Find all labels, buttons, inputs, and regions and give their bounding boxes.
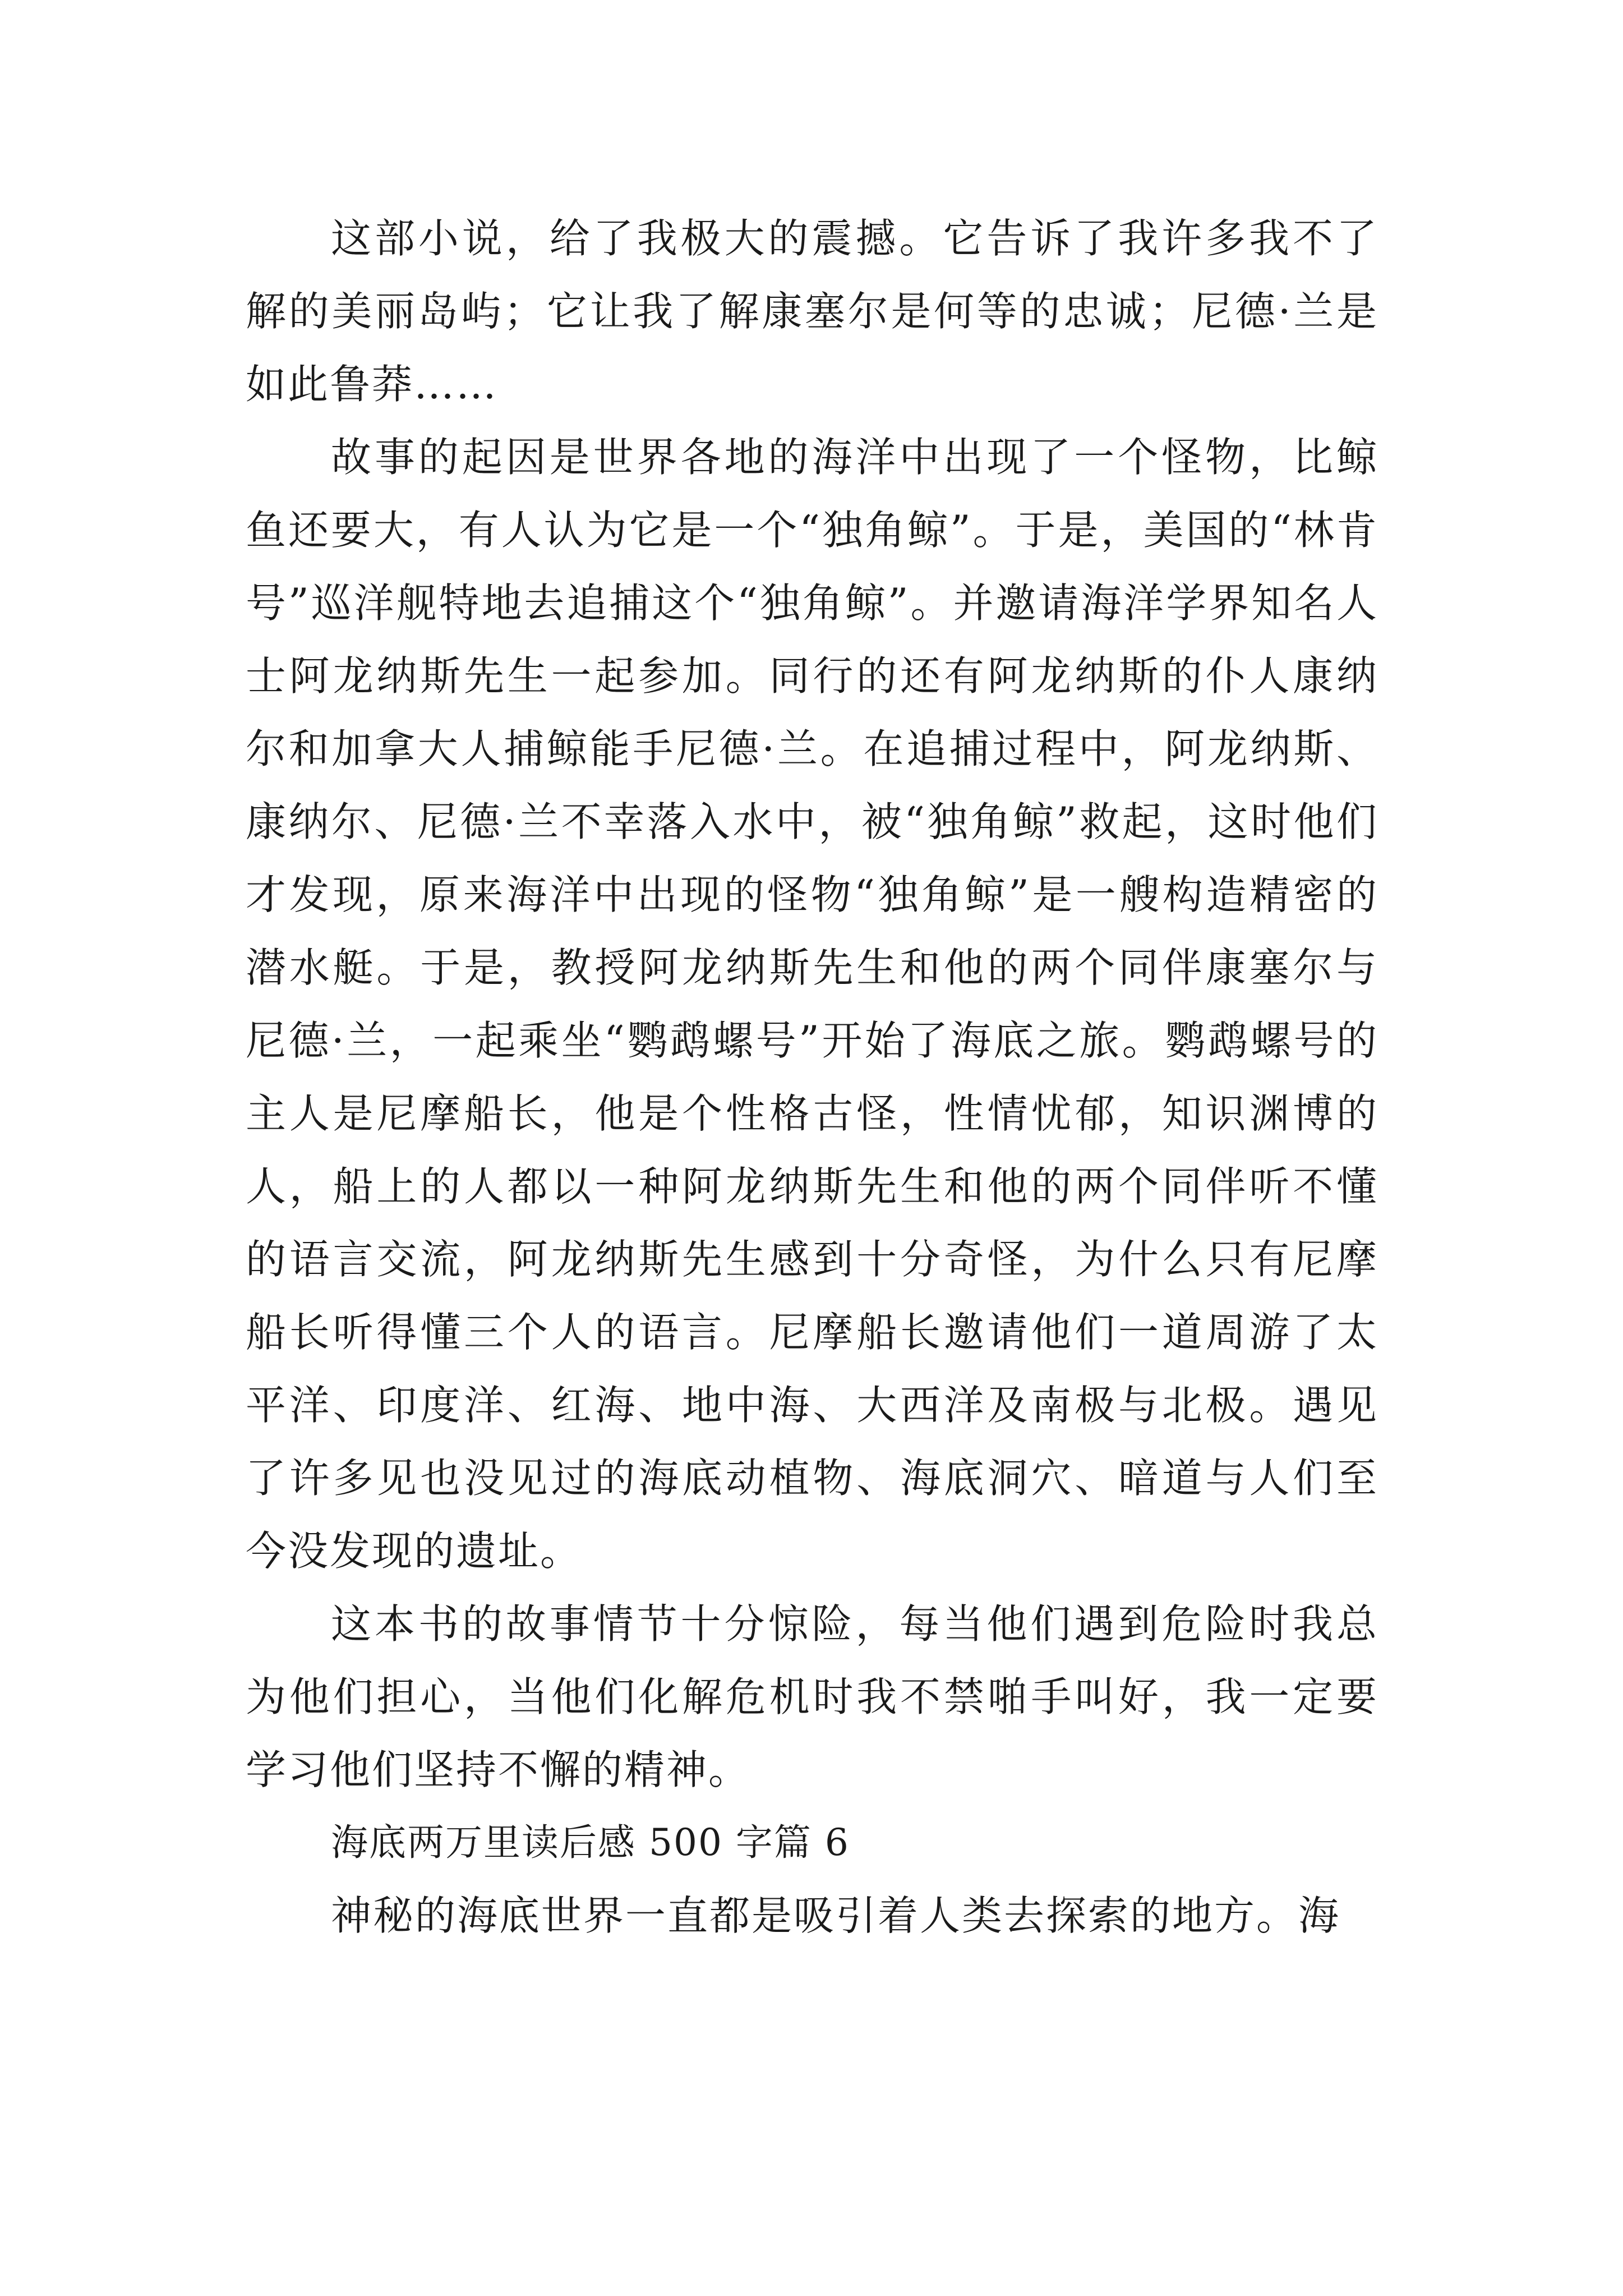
- document-body: [246, 202, 1378, 1952]
- paragraph-story-summary: 故事的起因是世界各地的海洋中出现了一个怪物，比鲸鱼还要大，有人认为它是一个“独角鲸”。于是，美国的“林肯号”巡洋舰特地去追捕这个“独角鲸”。并邀请海洋学界知名人士阿龙纳斯先生一起参加。同行的还有阿龙纳斯的仆人康纳尔和加拿大人捕鲸能手尼德·兰。在追捕过程中，阿龙纳斯、康纳尔、尼德·兰不幸落入水中，被“独角鲸”救起，这时他们才发现，原来海洋中出现的怪物“独角鲸”是一艘构造精密的潜水艇。于是，教授阿龙纳斯先生和他的两个同伴康塞尔与尼德·兰，一起乘坐“鹦鹉螺号”开始了海底之旅。鹦鹉螺号的主人是尼摩船长，他是个性格古怪，性情忧郁，知识渊博的人，船上的人都以一种阿龙纳斯先生和他的两个同伴听不懂的语言交流，阿龙纳斯先生感到十分奇怪，为什么只有尼摩船长听得懂三个人的语言。尼摩船长邀请他们一道周游了太平洋、印度洋、红海、地中海、大西洋及南极与北极。遇见了许多见也没见过的海底动植物、海底洞穴、暗道与人们至今没发现的遗址。: [246, 434, 1378, 1575]
- section-heading: 海底两万里读后感 500 字篇 6: [331, 1821, 850, 1864]
- paragraph-conclusion: 这本书的故事情节十分惊险，每当他们遇到危险时我总为他们担心，当他们化解危机时我不禁啪手叫好，我一定要学习他们坚持不懈的精神。: [246, 1600, 1378, 1793]
- paragraph-next-essay-start: 神秘的海底世界一直都是吸引着人类去探索的地方。海: [331, 1892, 1341, 1939]
- paragraph-reflection: 这部小说，给了我极大的震撼。它告诉了我许多我不了解的美丽岛屿；它让我了解康塞尔是何等的忠诚；尼德·兰是如此鲁莽……: [246, 215, 1378, 408]
